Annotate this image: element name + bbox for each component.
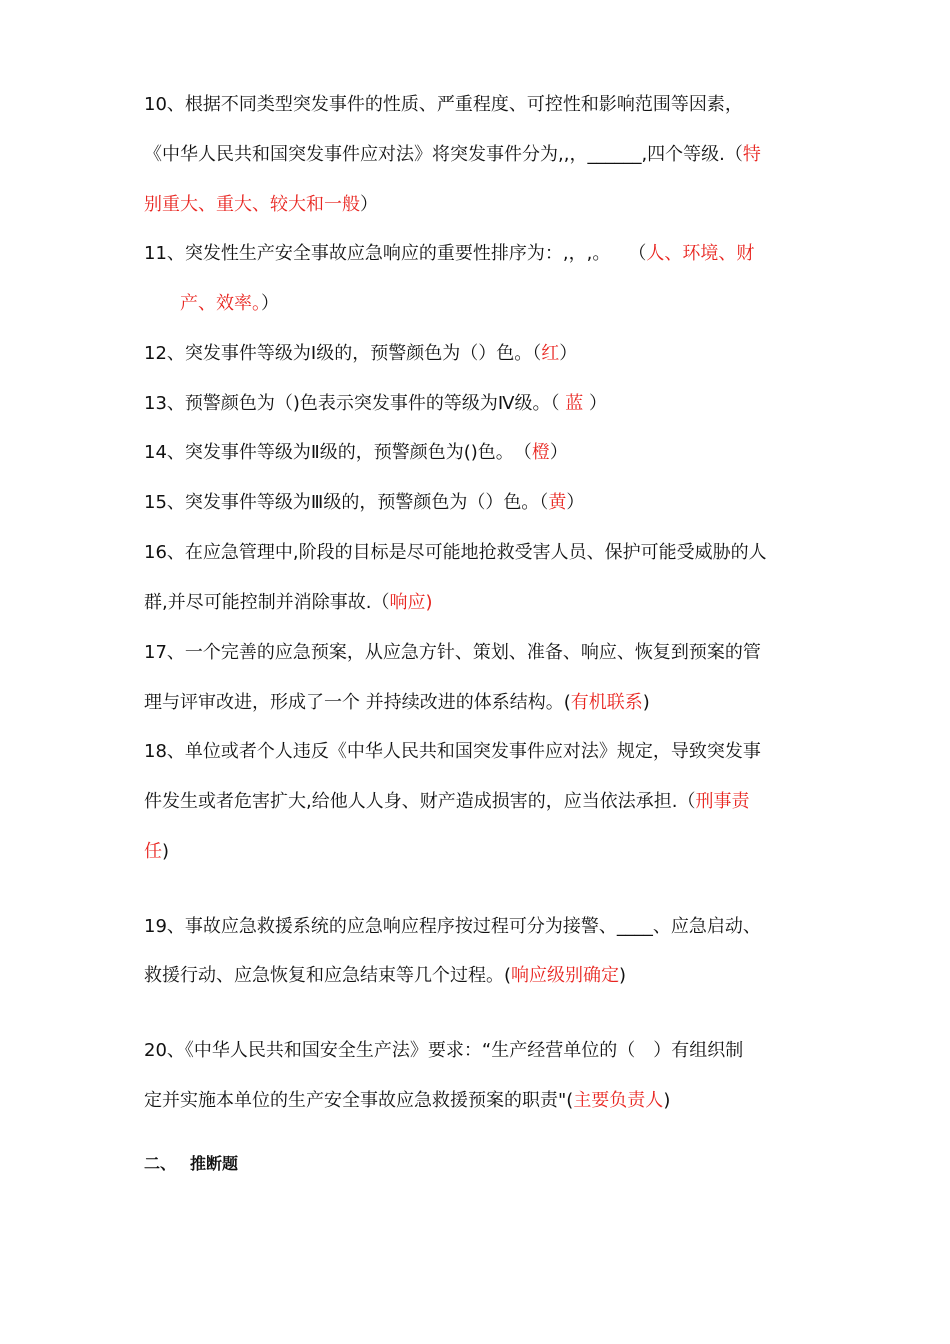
question-12: 12、突发事件等级为Ⅰ级的，预警颜色为（）色。（红）: [144, 343, 578, 364]
answer-text: 刑事责: [695, 791, 750, 812]
answer-text: 响应级别确定: [511, 965, 620, 986]
question-20-line-1: 20、《中华人民共和国安全生产法》要求：“生产经营单位的（ ）有组织制: [144, 1040, 744, 1061]
question-11-line-1: 11、突发性生产安全事故应急响应的重要性排序为：,，,。 （人、环境、财: [144, 243, 755, 264]
section-number: 二、: [144, 1154, 177, 1173]
question-11-line-2: 产、效率。）: [180, 293, 279, 314]
answer-text: 主要负责人: [573, 1090, 664, 1111]
answer-text: 别重大、重大、较大和一般: [144, 194, 360, 215]
question-18-line-1: 18、单位或者个人违反《中华人民共和国突发事件应对法》规定，导致突发事: [144, 741, 761, 762]
answer-text: 特: [742, 144, 761, 165]
question-16-line-2: 群,并尽可能控制并消除事故.（响应): [144, 592, 433, 613]
answer-text: 人、环境、财: [646, 243, 755, 264]
question-18-line-2: 件发生或者危害扩大,给他人人身、财产造成损害的，应当依法承担.（刑事责: [144, 791, 750, 812]
question-17-line-1: 17、一个完善的应急预案，从应急方针、策划、准备、响应、恢复到预案的管: [144, 642, 761, 663]
question-15: 15、突发事件等级为Ⅲ级的，预警颜色为（）色。（黄）: [144, 492, 585, 513]
question-10-line-1: 10、根据不同类型突发事件的性质、严重程度、可控性和影响范围等因素，: [144, 94, 743, 115]
answer-text: 任: [144, 841, 162, 862]
answer-text: 橙: [531, 442, 550, 463]
question-13: 13、预警颜色为（)色表示突发事件的等级为Ⅳ级。（ 蓝 ）: [144, 393, 607, 414]
section-title: 推断题: [190, 1154, 239, 1173]
question-10-line-2: 《中华人民共和国突发事件应对法》将突发事件分为,,，______,四个等级.（特: [144, 144, 761, 165]
answer-text: 蓝: [565, 393, 584, 414]
question-19-line-2: 救援行动、应急恢复和应急结束等几个过程。(响应级别确定): [144, 965, 627, 986]
question-16-line-1: 16、在应急管理中,阶段的目标是尽可能地抢救受害人员、保护可能受威胁的人: [144, 542, 767, 563]
answer-text: 黄: [548, 492, 567, 513]
answer-text: 响应): [389, 592, 433, 613]
question-18-line-3: 任): [144, 841, 170, 862]
question-17-line-2: 理与评审改进，形成了一个 并持续改进的体系结构。(有机联系): [144, 692, 650, 713]
answer-text: 产、效率。: [180, 293, 261, 314]
question-19-line-1: 19、事故应急救援系统的应急响应程序按过程可分为接警、____、应急启动、: [144, 916, 761, 937]
answer-text: 有机联系: [570, 692, 643, 713]
answer-text: 红: [541, 343, 560, 364]
question-14: 14、突发事件等级为Ⅱ级的，预警颜色为()色。 （橙）: [144, 442, 568, 463]
question-10-line-3: 别重大、重大、较大和一般）: [144, 194, 378, 215]
section-heading: [144, 1152, 238, 1176]
question-20-line-2: 定并实施本单位的生产安全事故应急救援预案的职责"(主要负责人): [144, 1090, 671, 1111]
